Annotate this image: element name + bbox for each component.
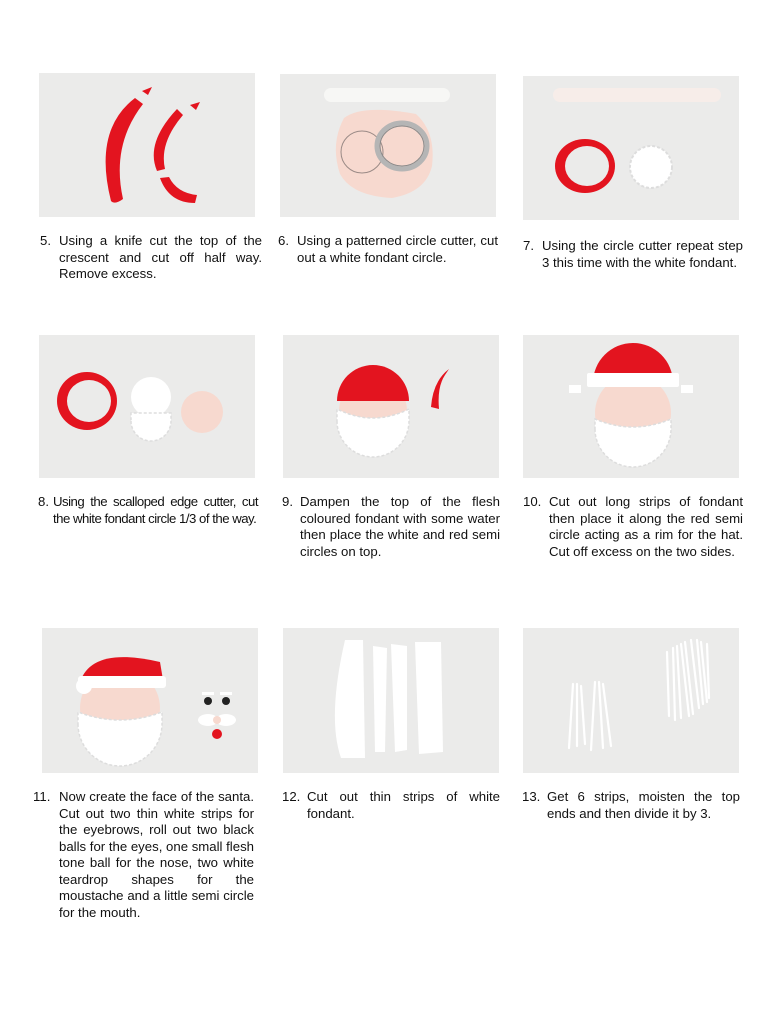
photo-step-7	[523, 76, 739, 220]
photo-step-11	[42, 628, 258, 773]
photo-step-8	[39, 335, 255, 478]
step-text: Using the scalloped edge cutter, cut the white fondant circle 1/3 of the way.	[53, 494, 258, 526]
step-number: 6.	[278, 233, 289, 248]
photo-step-5	[39, 73, 255, 217]
photo-step-6	[280, 74, 496, 217]
step-number: 10.	[523, 494, 542, 509]
photo-step-12	[283, 628, 499, 773]
step-text: Cut out long strips of fondant then place it along the red semi circle acting as a rim for the hat. Cut off excess on the two sides.	[549, 494, 743, 559]
step-text: Using the circle cutter repeat step 3 this time with the white fondant.	[542, 238, 743, 270]
photo-step-9	[283, 335, 499, 478]
step-text: Now create the face of the santa. Cut out two thin white strips for the eyebrows, roll out two black balls for the eyes, one small flesh tone ball for the nose, two white teardrop shapes for the moustache and a little semi circle for the mouth.	[59, 789, 254, 920]
step-number: 9.	[282, 494, 293, 509]
step-text: Using a patterned circle cutter, cut out a white fondant circle.	[297, 233, 498, 265]
step-number: 13.	[522, 789, 541, 804]
photo-step-13	[523, 628, 739, 773]
step-number: 5.	[40, 233, 51, 248]
step-number: 7.	[523, 238, 534, 253]
step-text: Dampen the top of the flesh coloured fondant with some water then place the white and red semi circles on top.	[300, 494, 500, 559]
step-number: 12.	[282, 789, 301, 804]
step-number: 11.	[33, 789, 51, 804]
step-number: 8.	[38, 494, 49, 509]
step-text: Get 6 strips, moisten the top ends and then divide it by 3.	[547, 789, 740, 821]
step-text: Cut out thin strips of white fondant.	[307, 789, 500, 821]
photo-step-10	[523, 335, 739, 478]
step-text: Using a knife cut the top of the crescent and cut off half way. Remove excess.	[59, 233, 262, 281]
